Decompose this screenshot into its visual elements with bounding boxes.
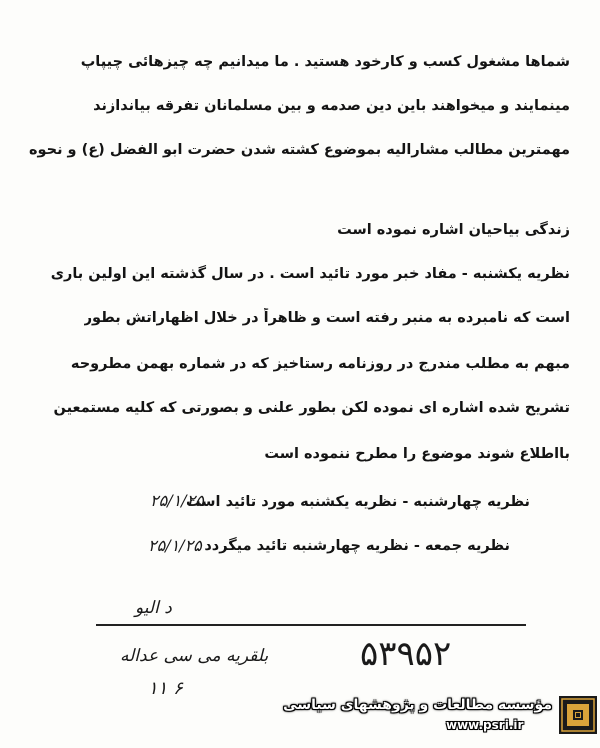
signature-line	[96, 624, 526, 626]
handwritten-number: ۵۳۹۵۲	[360, 634, 452, 674]
handwritten-note-friday: ۲۵/۱/۲۵	[148, 536, 202, 555]
psri-logo-icon	[559, 696, 597, 734]
handwritten-mark: ۶ ۱۱	[148, 678, 183, 699]
text-line-8: تشریح شده اشاره ای نموده لکن بطور علنی و بصورتی که کلیه مستمعین	[53, 400, 570, 416]
text-line-7: مبهم به مطلب مندرج در روزنامه رستاخیز که در شماره بهمن مطروحه	[70, 356, 570, 372]
text-line-10: نظریه چهارشنبه - نظریه یکشنبه مورد تائید است	[185, 494, 530, 510]
text-line-3: مهمترین مطالب مشارالیه بموضوع کشته شدن حضرت ابو الفضل (ع) و نحوه	[28, 142, 570, 158]
watermark-institute-name: مؤسسه مطالعات و پژوهشهای سیاسی	[283, 697, 552, 713]
handwritten-signature-top: د الیو	[135, 598, 172, 618]
text-line-6: است که نامبرده به منبر رفته است و ظاهراً در خلال اظهاراتش بطور	[83, 310, 570, 326]
text-line-4: زندگی بیاحیان اشاره نموده است	[337, 222, 570, 238]
text-line-1: شماها مشغول کسب و کارخود هستید . ما میدانیم چه چیزهائی چیپاپ	[80, 54, 570, 70]
watermark-website: www.psri.ir	[446, 718, 524, 732]
psri-logo-graphic	[559, 696, 597, 734]
text-line-9: بااطلاع شوند موضوع را مطرح ننموده است	[264, 446, 570, 462]
handwritten-note-wednesday: ۲۵/۱/۲۵	[150, 491, 204, 510]
handwritten-signature-bottom: بلقریه می سی عداله	[120, 646, 269, 666]
text-line-5: نظریه یکشنبه - مفاد خبر مورد تائید است . در سال گذشته این اولین باری	[50, 266, 570, 282]
text-line-2: مینمایند و میخواهند باین دین صدمه و بین مسلمانان تفرقه بیاندازند	[93, 98, 570, 114]
text-line-11: نظریه جمعه - نظریه چهارشنبه تائید میگردد	[204, 538, 510, 554]
